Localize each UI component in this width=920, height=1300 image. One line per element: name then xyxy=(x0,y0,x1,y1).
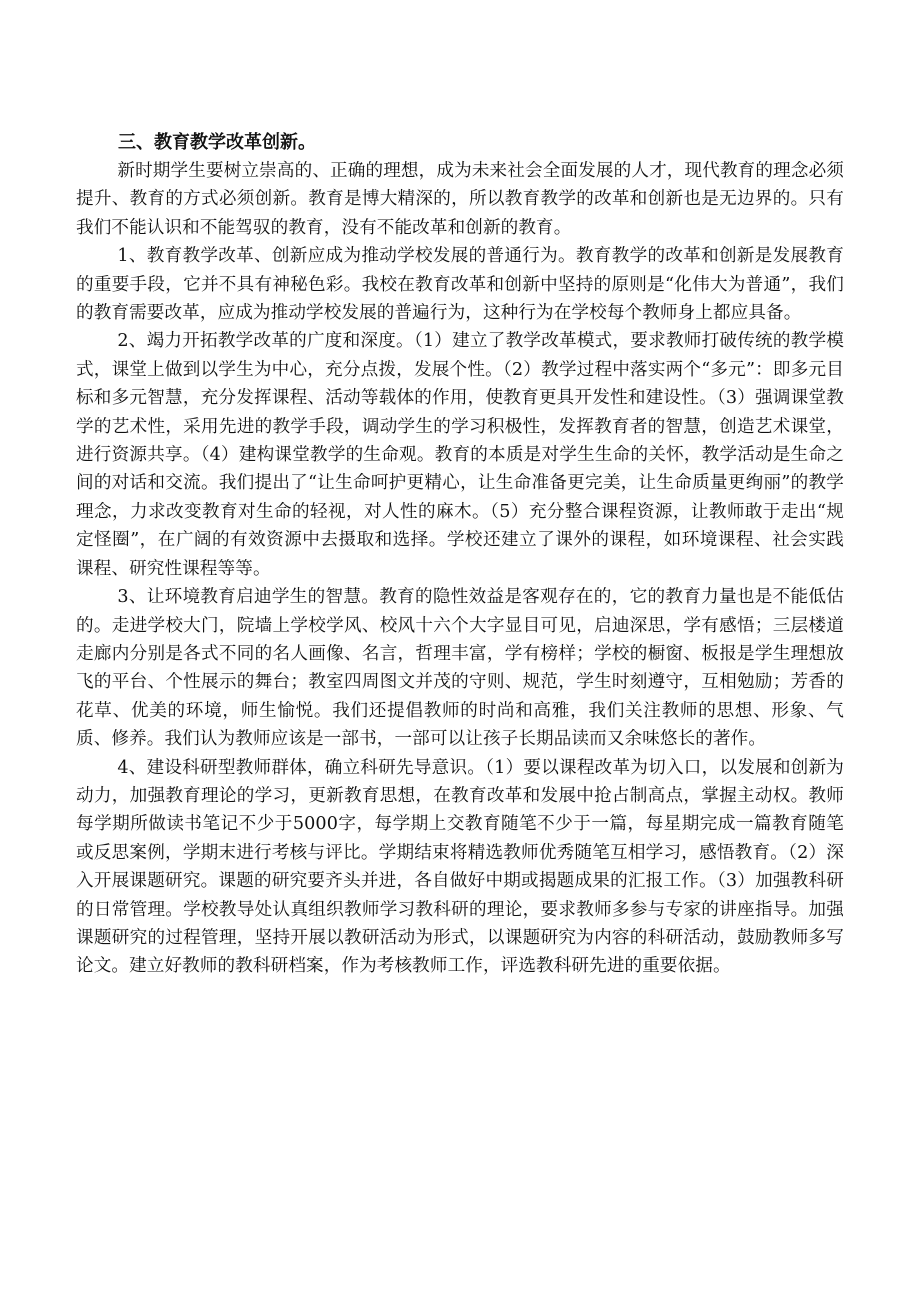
section-heading: 三、教育教学改革创新。 xyxy=(118,132,316,153)
paragraph-item-3: 3、让环境教育启迪学生的智慧。教育的隐性效益是客观存在的，它的教育力量也是不能低估的。走进学校大门，院墙上学校学风、校风十六个大字显目可见，启迪深思，学有感悟；三层楼道走廊内分别是各式不同的名人画像、名言，哲理丰富，学有榜样；学校的橱窗、板报是学生理想放飞的平台、个性展示的舞台；教室四周图文并茂的守则、规范，学生时刻遵守，互相勉励；芳香的花草、优美的环境，师生愉悦。我们还提倡教师的时尚和高雅，我们关注教师的思想、形象、气质、修养。我们认为教师应该是一部书，一部可以让孩子长期品读而又余味悠长的著作。 xyxy=(76,587,844,750)
paragraph-item-2: 2、竭力开拓教学改革的广度和深度。（1）建立了教学改革模式，要求教师打破传统的教学模式，课堂上做到以学生为中心，充分点拨，发展个性。（2）教学过程中落实两个“多元”：即多元目标和多元智慧，充分发挥课程、活动等载体的作用，使教育更具开发性和建设性。（3）强调课堂教学的艺术性，采用先进的教学手段，调动学生的学习积极性，发挥教育者的智慧，创造艺术课堂，进行资源共享。（4）建构课堂教学的生命观。教育的本质是对学生生命的关怀，教学活动是生命之间的对话和交流。我们提出了“让生命呵护更精心，让生命准备更完美，让生命质量更绚丽”的教学理念，力求改变教育对生命的轻视，对人性的麻木。（5）充分整合课程资源，让教师敢于走出“规定怪圈”，在广阔的有效资源中去摄取和选择。学校还建立了课外的课程，如环境课程、社会实践课程、研究性课程等等。 xyxy=(76,331,844,579)
paragraph-item-4: 4、建设科研型教师群体，确立科研先导意识。（1）要以课程改革为切入口，以发展和创新为动力，加强教育理论的学习，更新教育思想，在教育改革和发展中抢占制高点，掌握主动权。教师每学期所做读书笔记不少于5000字，每学期上交教育随笔不少于一篇，每星期完成一篇教育随笔或反思案例，学期末进行考核与评比。学期结束将精选教师优秀随笔互相学习，感悟教育。（2）深入开展课题研究。课题的研究要齐头并进，各自做好中期或揭题成果的汇报工作。（3）加强教科研的日常管理。学校教导处认真组织教师学习教科研的理论，要求教师多参与专家的讲座指导。加强课题研究的过程管理，坚持开展以教研活动为形式，以课题研究为内容的科研活动，鼓励教师多写论文。建立好教师的教科研档案，作为考核教师工作，评选教科研先进的重要依据。 xyxy=(76,757,844,977)
intro-paragraph: 新时期学生要树立崇高的、正确的理想，成为未来社会全面发展的人才，现代教育的理念必须提升、教育的方式必须创新。教育是博大精深的，所以教育教学的改革和创新也是无边界的。只有我们不能认识和不能驾驭的教育，没有不能改革和创新的教育。 xyxy=(76,161,844,238)
paragraph-item-1: 1、教育教学改革、创新应成为推动学校发展的普通行为。教育教学的改革和创新是发展教育的重要手段，它并不具有神秘色彩。我校在教育改革和创新中坚持的原则是“化伟大为普通”，我们的教育需要改革，应成为推动学校发展的普遍行为，这种行为在学校每个教师身上都应具备。 xyxy=(76,246,844,324)
